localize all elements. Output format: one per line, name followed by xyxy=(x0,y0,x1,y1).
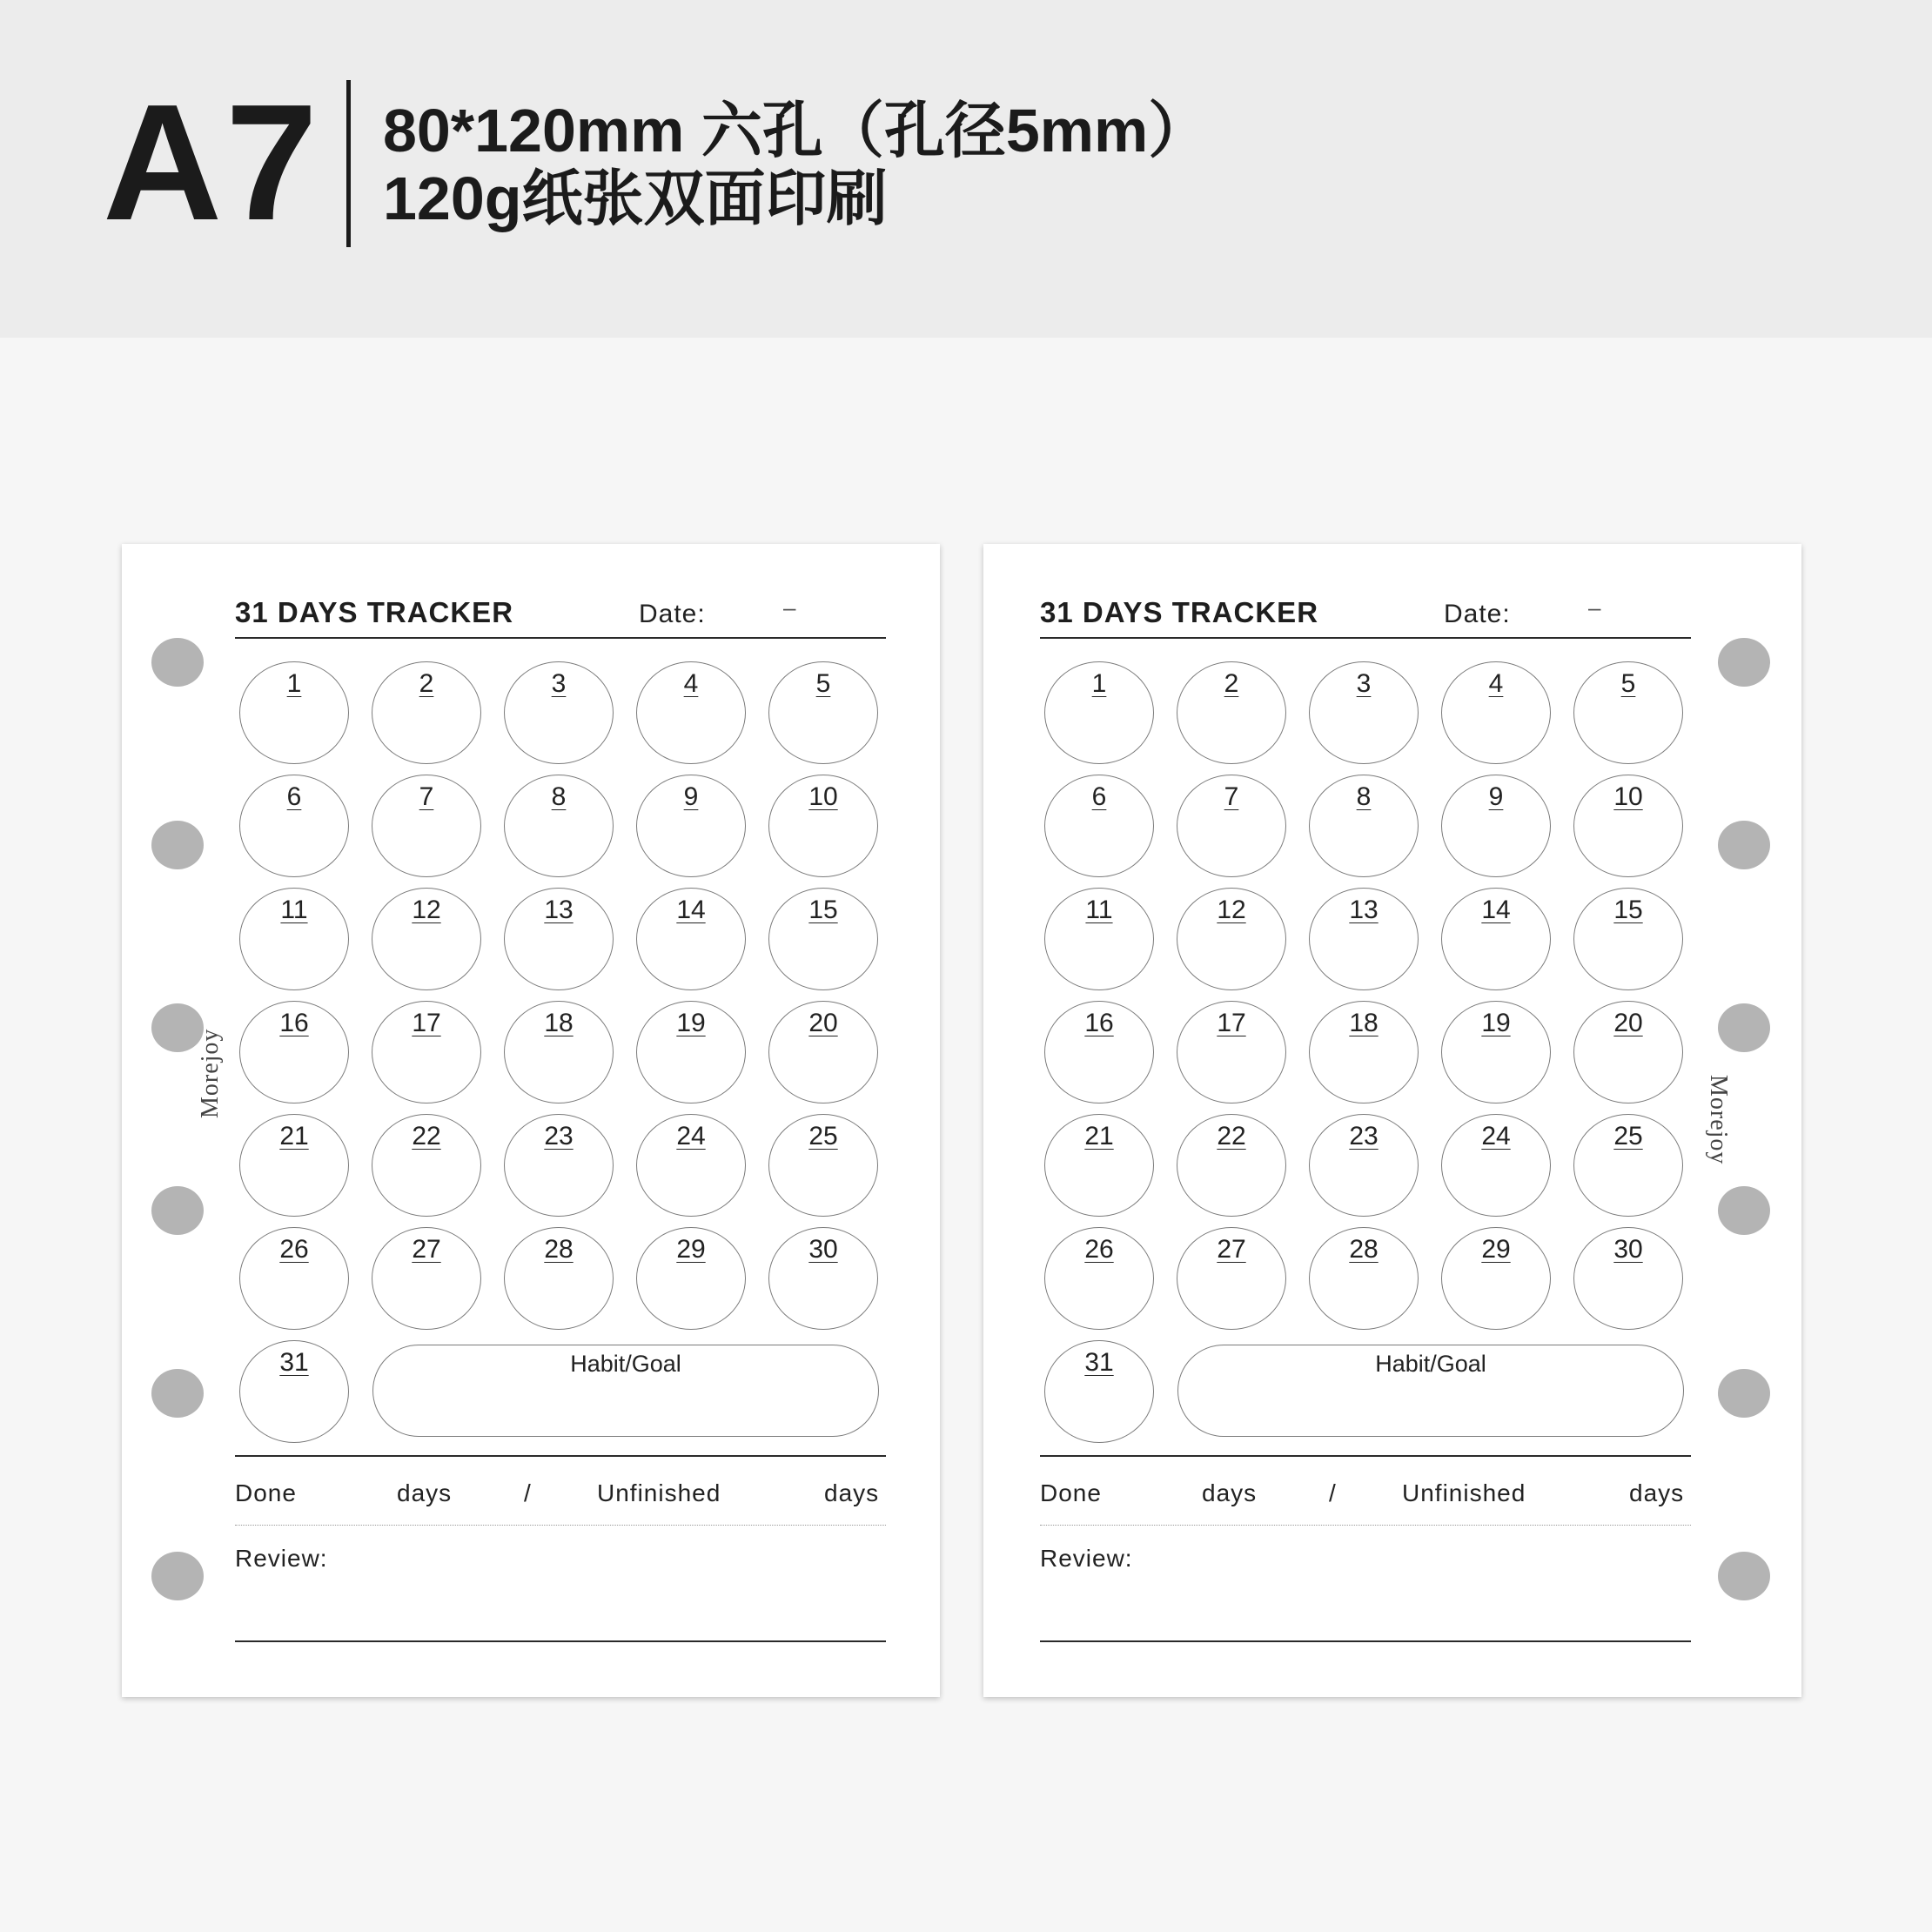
header-rule xyxy=(235,637,886,639)
tracker-title: 31 DAYS TRACKER xyxy=(235,596,514,628)
day-circle[interactable] xyxy=(504,1001,614,1104)
day-circle[interactable] xyxy=(768,1227,878,1330)
day-number: 4 xyxy=(683,669,699,698)
day-circle[interactable] xyxy=(1441,1001,1551,1104)
day-number: 15 xyxy=(1613,896,1643,924)
tracker-page-right xyxy=(983,544,1801,1697)
day-circle[interactable] xyxy=(1044,1001,1154,1104)
day-circle[interactable] xyxy=(1573,1227,1683,1330)
day-circle[interactable] xyxy=(372,1114,481,1217)
day-circle[interactable] xyxy=(1177,1001,1286,1104)
binder-hole xyxy=(151,1003,204,1052)
day-number: 18 xyxy=(1349,1009,1379,1037)
habit-goal-field[interactable] xyxy=(372,1345,879,1437)
day-number: 15 xyxy=(808,896,838,924)
day-circle[interactable] xyxy=(1441,888,1551,990)
day-circle[interactable] xyxy=(636,661,746,764)
day-number: 12 xyxy=(1217,896,1246,924)
unfinished-days-label: days xyxy=(824,1479,880,1506)
unfinished-label: Unfinished xyxy=(597,1479,721,1506)
day-number: 20 xyxy=(808,1009,838,1037)
done-label: Done xyxy=(1040,1479,1102,1506)
day-number: 31 xyxy=(1084,1348,1114,1377)
day-number: 7 xyxy=(419,782,434,811)
unfinished-days-label: days xyxy=(1629,1479,1685,1506)
day-number: 24 xyxy=(1481,1122,1511,1150)
dotted-separator xyxy=(1040,1525,1691,1526)
day-circle[interactable] xyxy=(504,1227,614,1330)
day-circle[interactable] xyxy=(504,1114,614,1217)
day-number: 13 xyxy=(544,896,574,924)
day-circle[interactable] xyxy=(372,775,481,877)
day-circle[interactable] xyxy=(1309,888,1419,990)
day-number: 10 xyxy=(808,782,838,811)
day-number: 24 xyxy=(676,1122,706,1150)
day-circle[interactable] xyxy=(1177,775,1286,877)
day-number: 26 xyxy=(1084,1235,1114,1264)
day-number: 17 xyxy=(412,1009,441,1037)
day-circle[interactable] xyxy=(636,775,746,877)
review-line[interactable] xyxy=(235,1640,886,1642)
day-number: 5 xyxy=(815,669,831,698)
day-number: 16 xyxy=(279,1009,309,1037)
day-number: 18 xyxy=(544,1009,574,1037)
day-circle[interactable] xyxy=(636,1001,746,1104)
day-number: 3 xyxy=(551,669,567,698)
done-label: Done xyxy=(235,1479,297,1506)
day-circle[interactable] xyxy=(1441,1227,1551,1330)
binder-hole xyxy=(1718,1003,1770,1052)
day-circle[interactable] xyxy=(1044,1340,1154,1443)
habit-goal-label: Habit/Goal xyxy=(570,1351,681,1377)
day-number: 19 xyxy=(1481,1009,1511,1037)
day-circle[interactable] xyxy=(1573,1001,1683,1104)
day-number: 8 xyxy=(1356,782,1372,811)
day-circle[interactable] xyxy=(239,1227,349,1330)
day-number: 21 xyxy=(1084,1122,1114,1150)
day-number: 4 xyxy=(1488,669,1504,698)
day-circle[interactable] xyxy=(1573,661,1683,764)
day-circle[interactable] xyxy=(1044,1227,1154,1330)
day-circle[interactable] xyxy=(239,775,349,877)
day-number: 11 xyxy=(1085,896,1113,924)
day-circle[interactable] xyxy=(504,775,614,877)
day-circle[interactable] xyxy=(1044,661,1154,764)
day-number: 21 xyxy=(279,1122,309,1150)
day-circle[interactable] xyxy=(239,661,349,764)
day-number: 31 xyxy=(279,1348,309,1377)
day-circle[interactable] xyxy=(636,1227,746,1330)
dotted-separator xyxy=(235,1525,886,1526)
day-circle[interactable] xyxy=(239,888,349,990)
done-days-label: days xyxy=(397,1479,453,1506)
day-circle[interactable] xyxy=(1177,888,1286,990)
done-days-label: days xyxy=(1202,1479,1258,1506)
habit-goal-field[interactable] xyxy=(1177,1345,1684,1437)
day-circle[interactable] xyxy=(1441,661,1551,764)
brand-label: Morejoy xyxy=(1705,1075,1732,1165)
day-circle[interactable] xyxy=(372,888,481,990)
day-number: 14 xyxy=(1481,896,1511,924)
day-number: 1 xyxy=(1091,669,1107,698)
tracker-title: 31 DAYS TRACKER xyxy=(1040,596,1319,628)
review-label: Review: xyxy=(235,1545,328,1572)
binder-hole xyxy=(151,1186,204,1235)
day-number: 20 xyxy=(1613,1009,1643,1037)
day-circle[interactable] xyxy=(504,661,614,764)
spec-dimensions: 80*120mm 六孔（孔径5mm） xyxy=(383,97,1210,164)
slash-separator: / xyxy=(1329,1479,1337,1506)
day-number: 9 xyxy=(1488,782,1504,811)
day-number: 29 xyxy=(1481,1235,1511,1264)
day-number: 30 xyxy=(1613,1235,1643,1264)
day-number: 6 xyxy=(1091,782,1107,811)
day-number: 28 xyxy=(1349,1235,1379,1264)
review-line[interactable] xyxy=(1040,1640,1691,1642)
banner-divider xyxy=(346,80,351,247)
date-label: Date: xyxy=(639,600,706,628)
footer-rule xyxy=(235,1455,886,1457)
binder-hole xyxy=(1718,1186,1770,1235)
day-number: 16 xyxy=(1084,1009,1114,1037)
day-circle[interactable] xyxy=(1441,1114,1551,1217)
size-code: A7 xyxy=(103,70,321,255)
day-number: 1 xyxy=(286,669,302,698)
binder-hole xyxy=(1718,821,1770,869)
day-circle[interactable] xyxy=(1309,775,1419,877)
day-number: 22 xyxy=(1217,1122,1246,1150)
day-number: 11 xyxy=(280,896,308,924)
day-circle[interactable] xyxy=(636,1114,746,1217)
binder-hole xyxy=(1718,1369,1770,1418)
review-label: Review: xyxy=(1040,1545,1133,1572)
day-circle[interactable] xyxy=(1441,775,1551,877)
day-number: 27 xyxy=(1217,1235,1246,1264)
day-circle[interactable] xyxy=(768,1001,878,1104)
day-number: 30 xyxy=(808,1235,838,1264)
day-number: 22 xyxy=(412,1122,441,1150)
day-circle[interactable] xyxy=(768,1114,878,1217)
day-circle[interactable] xyxy=(636,888,746,990)
footer-rule xyxy=(1040,1455,1691,1457)
day-circle[interactable] xyxy=(372,1227,481,1330)
header-rule xyxy=(1040,637,1691,639)
day-number: 27 xyxy=(412,1235,441,1264)
day-number: 19 xyxy=(676,1009,706,1037)
day-circle[interactable] xyxy=(1573,888,1683,990)
spec-paper: 120g纸张双面印刷 xyxy=(383,164,888,232)
slash-separator: / xyxy=(524,1479,532,1506)
day-circle[interactable] xyxy=(768,661,878,764)
day-number: 2 xyxy=(419,669,434,698)
tracker-page-left xyxy=(122,544,940,1697)
day-circle[interactable] xyxy=(1573,775,1683,877)
day-circle[interactable] xyxy=(239,1001,349,1104)
day-circle[interactable] xyxy=(239,1114,349,1217)
brand-label: Morejoy xyxy=(197,1028,224,1118)
day-number: 5 xyxy=(1620,669,1636,698)
day-number: 8 xyxy=(551,782,567,811)
day-number: 9 xyxy=(683,782,699,811)
binder-hole xyxy=(151,821,204,869)
day-number: 14 xyxy=(676,896,706,924)
day-number: 7 xyxy=(1224,782,1239,811)
day-number: 10 xyxy=(1613,782,1643,811)
day-circle[interactable] xyxy=(1044,1114,1154,1217)
day-number: 25 xyxy=(808,1122,838,1150)
day-circle[interactable] xyxy=(372,1001,481,1104)
day-circle[interactable] xyxy=(1309,1227,1419,1330)
day-number: 12 xyxy=(412,896,441,924)
binder-hole xyxy=(1718,1552,1770,1600)
day-circle[interactable] xyxy=(1309,1114,1419,1217)
day-circle[interactable] xyxy=(1573,1114,1683,1217)
habit-goal-label: Habit/Goal xyxy=(1375,1351,1486,1377)
day-circle[interactable] xyxy=(1177,1114,1286,1217)
day-circle[interactable] xyxy=(1044,775,1154,877)
day-number: 17 xyxy=(1217,1009,1246,1037)
day-number: 6 xyxy=(286,782,302,811)
binder-hole xyxy=(151,1369,204,1418)
day-circle[interactable] xyxy=(372,661,481,764)
unfinished-label: Unfinished xyxy=(1402,1479,1526,1506)
day-number: 2 xyxy=(1224,669,1239,698)
date-separator: – xyxy=(783,594,796,621)
day-circle[interactable] xyxy=(1309,661,1419,764)
day-circle[interactable] xyxy=(239,1340,349,1443)
day-circle[interactable] xyxy=(768,775,878,877)
date-separator: – xyxy=(1588,594,1601,621)
banner xyxy=(0,0,1932,338)
day-circle[interactable] xyxy=(1044,888,1154,990)
day-number: 29 xyxy=(676,1235,706,1264)
day-number: 25 xyxy=(1613,1122,1643,1150)
binder-hole xyxy=(151,638,204,687)
day-number: 23 xyxy=(544,1122,574,1150)
binder-hole xyxy=(1718,638,1770,687)
day-circle[interactable] xyxy=(1177,1227,1286,1330)
day-number: 23 xyxy=(1349,1122,1379,1150)
day-number: 3 xyxy=(1356,669,1372,698)
day-number: 13 xyxy=(1349,896,1379,924)
day-number: 26 xyxy=(279,1235,309,1264)
binder-hole xyxy=(151,1552,204,1600)
day-number: 28 xyxy=(544,1235,574,1264)
day-circle[interactable] xyxy=(1309,1001,1419,1104)
day-circle[interactable] xyxy=(1177,661,1286,764)
day-circle[interactable] xyxy=(504,888,614,990)
date-label: Date: xyxy=(1444,600,1511,628)
day-circle[interactable] xyxy=(768,888,878,990)
